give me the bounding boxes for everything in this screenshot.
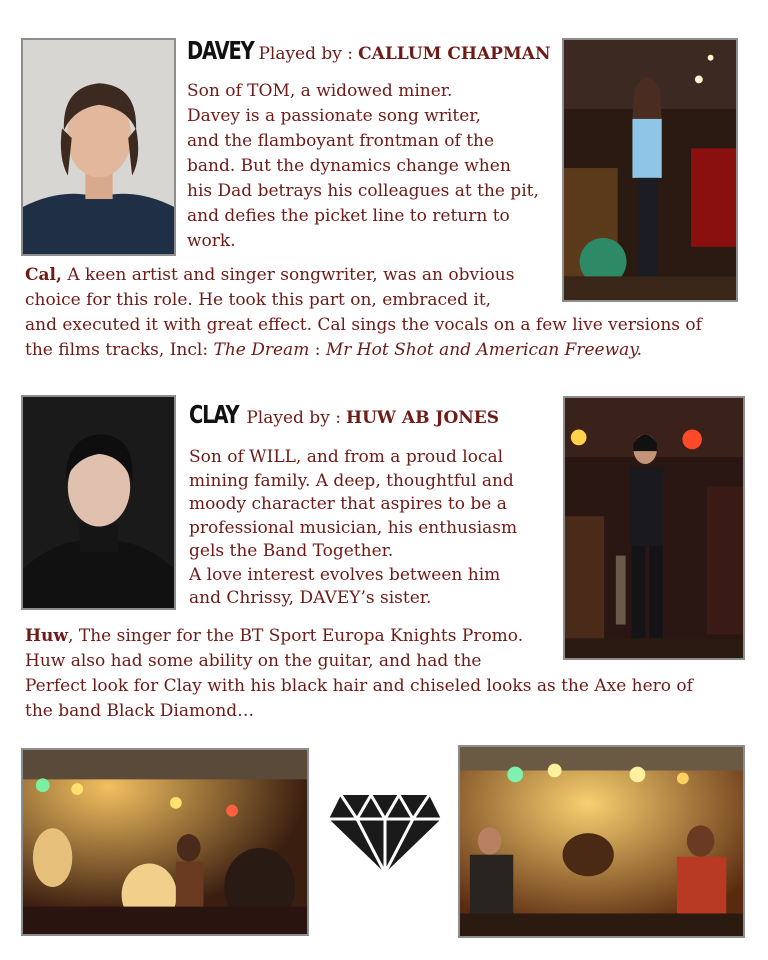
clay-description: [189, 446, 517, 611]
band-stage-photo: [458, 745, 745, 938]
clay-actor-name: HUW AB JONES: [346, 408, 500, 428]
clay-description-line: professional musician, his enthusiasm: [189, 517, 518, 538]
clay-bio-line: Perfect look for Clay with his black hair and chiseled looks as the Axe hero of: [25, 676, 693, 696]
davey-description-line: and the flamboyant frontman of the: [187, 131, 495, 151]
davey-description-line: work.: [187, 231, 236, 251]
davey-bio-track: The Dream: [213, 340, 310, 360]
davey-bio-line: the films tracks, Incl: The Dream : Mr Hot Shot and American Freeway.: [25, 340, 643, 360]
clay-played-by-label: Played by :: [246, 408, 341, 428]
clay-description-line: Son of WILL, and from a proud local: [189, 447, 504, 467]
davey-description-line: and defies the picket line to return to: [187, 206, 510, 226]
clay-stage-photo: [563, 396, 745, 660]
clay-header: [189, 400, 499, 429]
davey-bio-line: Cal, A keen artist and singer songwriter, was an obvious: [25, 265, 515, 285]
davey-bio-track: Mr Hot Shot and American Freeway.: [325, 340, 643, 360]
davey-played-by-label: Played by :: [258, 44, 354, 64]
davey-name: DAVEY: [187, 36, 254, 65]
clay-portrait-photo: [21, 395, 176, 610]
clay-bio-line: Huw also had some ability on the guitar, and had the: [25, 651, 482, 671]
davey-description-line: band. But the dynamics change when: [187, 156, 511, 176]
crowd-concert-photo: [21, 748, 309, 936]
clay-bio-line: Huw, The singer for the BT Sport Europa Knights Promo.: [25, 626, 524, 646]
clay-description-line: moody character that aspires to be a: [189, 494, 507, 514]
clay-name: CLAY: [189, 400, 239, 429]
davey-description: [187, 79, 539, 254]
davey-bio-name: Cal,: [25, 265, 62, 285]
davey-description-line: his Dad betrays his colleagues at the pit,: [187, 181, 539, 201]
davey-bio-line: and executed it with great effect. Cal sings the vocals on a few live versions of: [25, 315, 702, 335]
davey-portrait-photo: [21, 38, 176, 256]
clay-description-line: and Chrissy, DAVEY’s sister.: [189, 588, 432, 608]
clay-description-line: A love interest evolves between him: [189, 564, 501, 585]
davey-actor-name: CALLUM CHAPMAN: [358, 44, 551, 64]
davey-description-line: Son of TOM, a widowed miner.: [187, 81, 453, 101]
clay-description-line: gels the Band Together.: [189, 541, 394, 561]
clay-bio-name: Huw: [25, 626, 69, 646]
diamond-icon: [327, 793, 443, 875]
davey-description-line: Davey is a passionate song writer,: [187, 106, 481, 126]
clay-actor-bio: [25, 624, 693, 724]
davey-header: [187, 36, 551, 65]
davey-actor-bio: [25, 263, 702, 363]
clay-bio-line: the band Black Diamond…: [25, 701, 255, 721]
davey-bio-line: choice for this role. He took this part on, embraced it,: [25, 290, 492, 310]
clay-description-line: mining family. A deep, thoughtful and: [189, 470, 514, 491]
